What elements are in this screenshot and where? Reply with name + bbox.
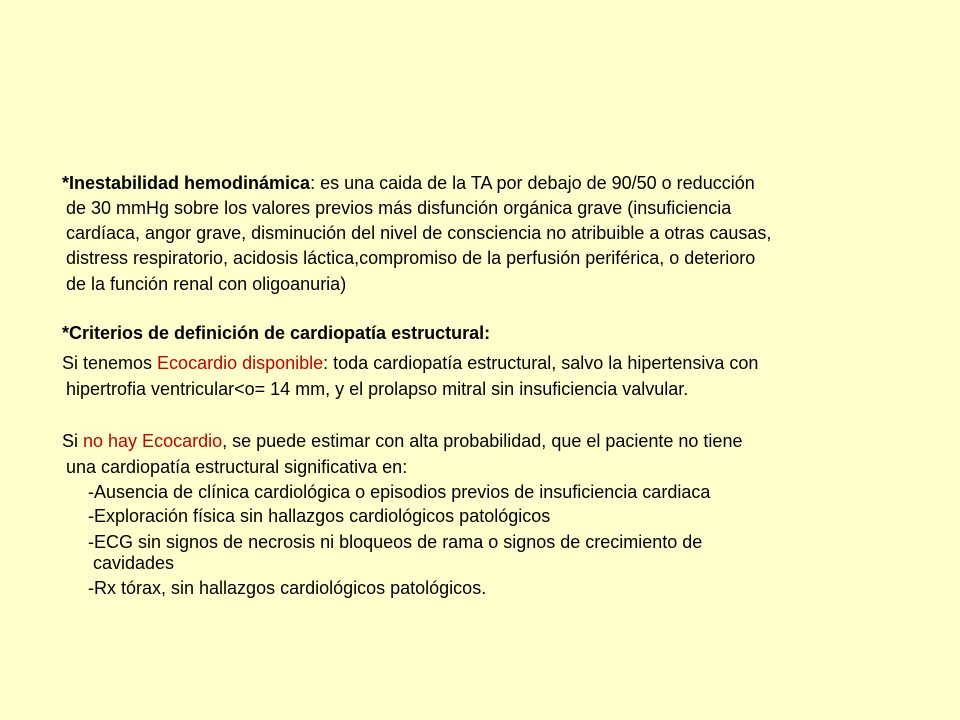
criteria-item-exploration: -Exploración física sin hallazgos cardiológicos patológicos (88, 506, 551, 526)
criteria-item-ecg-continuation: cavidades (93, 553, 175, 573)
echo-available-prefix: Si tenemos (62, 353, 158, 373)
no-echo-highlight: no hay Ecocardio (83, 431, 223, 451)
echo-available-line-1 (62, 352, 758, 374)
structural-cardiopathy-heading: *Criterios de definición de cardiopatía estructural: (62, 323, 491, 343)
no-echo-line-2: una cardiopatía estructural significativa en: (66, 457, 408, 477)
criteria-item-clinical: -Ausencia de clínica cardiológica o episodios previos de insuficiencia cardiaca (88, 482, 711, 502)
hemodynamic-instability-intro: : es una caida de la TA por debajo de 90/50 o reducción (310, 173, 755, 193)
criteria-item-xray: -Rx tórax, sin hallazgos cardiológicos patológicos. (88, 578, 487, 598)
echo-available-suffix: : toda cardiopatía estructural, salvo la hipertensiva con (323, 353, 759, 373)
hemodynamic-instability-line-4: distress respiratorio, acidosis láctica,compromiso de la perfusión periférica, o deterioro (66, 248, 756, 268)
hemodynamic-instability-heading: *Inestabilidad hemodinámica (62, 173, 311, 193)
hemodynamic-instability-line-2: de 30 mmHg sobre los valores previos más disfunción orgánica grave (insuficiencia (66, 198, 732, 218)
echo-available-highlight: Ecocardio disponible (157, 353, 324, 373)
no-echo-line-1 (62, 430, 742, 452)
hemodynamic-instability-line-1 (62, 172, 755, 194)
hemodynamic-instability-line-3: cardíaca, angor grave, disminución del nivel de consciencia no atribuible a otras causas, (66, 223, 772, 243)
no-echo-suffix: , se puede estimar con alta probabilidad, que el paciente no tiene (222, 431, 743, 451)
hemodynamic-instability-line-5: de la función renal con oligoanuria) (66, 274, 347, 294)
echo-available-line-2: hipertrofia ventricular<o= 14 mm, y el prolapso mitral sin insuficiencia valvular. (66, 379, 689, 399)
no-echo-prefix: Si (62, 431, 84, 451)
criteria-item-ecg: -ECG sin signos de necrosis ni bloqueos de rama o signos de crecimiento de (88, 532, 703, 552)
